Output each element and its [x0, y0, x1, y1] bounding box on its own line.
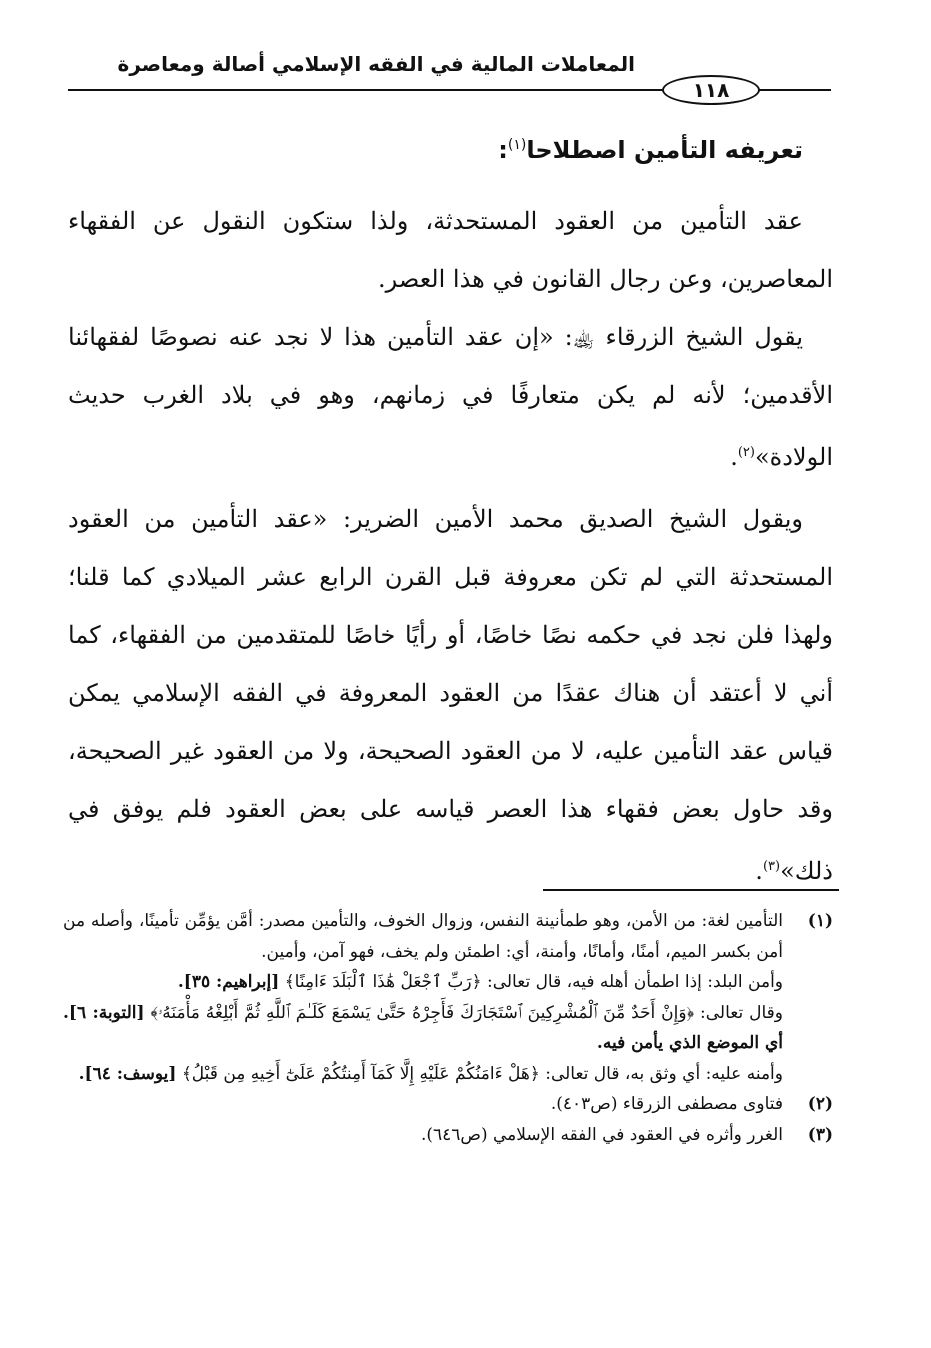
footnote-1 — [63, 906, 833, 1089]
footnote-line — [63, 998, 783, 1059]
footnote-number: (١) — [807, 911, 833, 931]
footnotes — [63, 906, 833, 1150]
footnote-ref-3: (٣) — [762, 859, 781, 874]
footnote-body — [63, 1089, 783, 1120]
running-title: المعاملات المالية في الفقه الإسلامي أصالة ومعاصرة — [117, 52, 635, 76]
paragraph-2-text: يقول الشيخ الزرقاء ﵀: «إن عقد التأمين هذا لا نجد عنه نصوصًا لفقهائنا الأقدمين؛ لأنه لم يكن متعارفًا في زمانهم، وهو في بلاد الغرب حديث الولادة» — [68, 323, 833, 471]
footnote-text: التأمين لغة: من الأمن، وهو طمأنينة النفس، وزوال الخوف، والتأمين مصدر: أمَّن يؤمِّن تأمينًا، وأصله من أمن بكسر الميم، أمنًا، وأمانًا، وأمنة، أي: اطمئن ولم يخف، فهو آمن، وأمين. — [63, 911, 783, 962]
footnote-separator — [543, 889, 839, 891]
footnote-text: فتاوى مصطفى الزرقاء (ص٤٠٣). — [550, 1094, 783, 1114]
footnote-body — [63, 1120, 783, 1151]
section-heading-text: تعريفه التأمين اصطلاحا — [526, 136, 803, 164]
footnote-2 — [63, 1089, 833, 1120]
footnote-ref-2: (٢) — [737, 445, 755, 460]
footnote-line — [63, 1059, 783, 1090]
footnote-line — [63, 906, 783, 967]
footnote-line — [63, 1120, 783, 1151]
heading-colon: : — [498, 136, 508, 164]
footnote-ref-1: (١) — [507, 137, 527, 153]
quran-reference: [التوبة: ٦]. أي الموضع الذي يأمن فيه. — [63, 1002, 783, 1053]
paragraph-1 — [68, 192, 833, 308]
section-heading — [498, 136, 803, 164]
paragraph-3 — [68, 490, 833, 900]
footnote-number: (٢) — [807, 1094, 833, 1114]
footnote-line — [63, 967, 783, 998]
footnote-text: وقال تعالى: ﴿وَإِنْ أَحَدٌ مِّنَ ٱلْمُشْرِكِينَ ٱسْتَجَارَكَ فَأَجِرْهُ حَتَّىٰ يَسْمَعَ كَلَـٰمَ ٱللَّهِ ثُمَّ أَبْلِغْهُ مَأْمَنَهُۥ﴾ — [150, 1002, 783, 1023]
footnote-line — [63, 1089, 783, 1120]
quran-reference: [يوسف: ٦٤]. — [78, 1063, 177, 1084]
paragraph-3-tail: . — [755, 857, 763, 885]
footnote-text: الغرر وأثره في العقود في الفقه الإسلامي (ص٦٤٦). — [420, 1124, 783, 1145]
footnote-3 — [63, 1120, 833, 1151]
page-number: ١١٨ — [662, 75, 760, 105]
quran-reference: [إبراهيم: ٣٥]. — [177, 972, 280, 992]
footnote-number: (٣) — [807, 1124, 833, 1145]
footnote-text: وأمنه عليه: أي وثق به، قال تعالى: ﴿هَلْ ءَامَنُكُمْ عَلَيْهِ إِلَّا كَمَآ أَمِنتُكُمْ عَلَىٰٓ أَخِيهِ مِن قَبْلُ﴾ — [181, 1063, 783, 1084]
footnote-text: وأمن البلد: إذا اطمأن أهله فيه، قال تعالى: ﴿رَبِّ ٱجْعَلْ هَٰذَا ٱلْبَلَدَ ءَامِنًا﴾ — [284, 972, 783, 992]
footnote-body — [63, 906, 783, 1089]
paragraph-3-text: ويقول الشيخ الصديق محمد الأمين الضرير: «عقد التأمين من العقود المستحدثة التي لم تكن معروفة قبل القرن الرابع عشر الميلادي كما قلنا؛ ولهذا فلن نجد في حكمه نصًا خاصًا، أو رأيًا خاصًا للمتقدمين من الفقهاء، كما أني لا أعتقد أن هناك عقدًا من العقود المعروفة في الفقه الإسلامي يمكن قياس عقد التأمين عليه، لا من العقود الصحيحة، ولا من العقود غير الصحيحة، وقد حاول بعض فقهاء هذا العصر قياسه على بعض العقود فلم يوفق في ذلك» — [68, 505, 833, 885]
paragraph-2-tail: . — [730, 443, 738, 471]
paragraph-1-text: عقد التأمين من العقود المستحدثة، ولذا ستكون النقول عن الفقهاء المعاصرين، وعن رجال القانون في هذا العصر. — [68, 207, 833, 293]
paragraph-2 — [68, 308, 833, 486]
